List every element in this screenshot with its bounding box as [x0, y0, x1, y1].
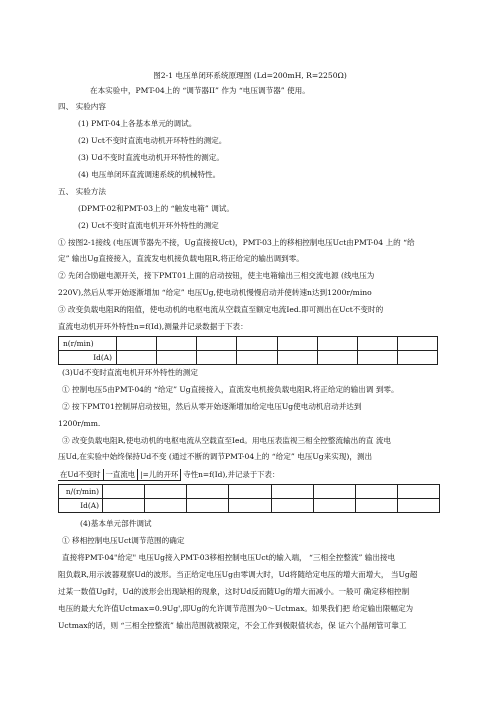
paragraph-line: ① 按图2-1接线 (电压调节器先不接，Ug直接接Uct)，PMT-03上的移相控制电压Uct由PMT-04 上的 “给: [58, 238, 415, 247]
paragraph-line: Uctmax的话，则 “三相全控整流” 输出范围就被限定，不会工作到极限值状态，保 证六个晶闸管可靠工: [58, 621, 407, 630]
list-item: (4) 电压单闭环直流调速系统的机械特性。: [78, 170, 221, 179]
strip-cell: 寺性n=f(Id),并记录于下表：: [183, 469, 280, 479]
paragraph-line: 定” 输出Ug直接接入，直流发电机接负载电阻R,将正给定的输出调到零。: [58, 254, 304, 263]
subheading: ① 移相控制电压Uct调节范围的确定: [62, 536, 185, 545]
table-intro-strip: [58, 469, 281, 481]
table-cell[interactable]: [197, 351, 237, 365]
list-item: (1) PMT-04上各基本单元的调试。: [78, 119, 197, 128]
paragraph-line: 压Ud,在实验中始终保持Ud不变 (通过不断的调节PMT-04上的 “给定” 电压Ug来实现)，测出: [58, 452, 373, 461]
table-cell[interactable]: [237, 337, 277, 351]
table-cell[interactable]: [277, 337, 317, 351]
paragraph-line: 1200r/mm.: [58, 419, 101, 428]
row-header: n/(r/min): [59, 485, 103, 499]
paragraph-line: ② 按下PMT01控制屏启动按钮，然后从零开始逐渐增加给定电压Ug使电动机启动并达到: [62, 402, 362, 411]
table-cell[interactable]: [271, 485, 313, 499]
table-cell[interactable]: [317, 337, 357, 351]
row-header: Id(A): [59, 351, 117, 365]
table-row: [59, 337, 438, 351]
row-header: n(r/min): [59, 337, 117, 351]
paragraph-line: 在本实验中，PMT-04上的 “调节器II” 作为 “电压调节器” 使用。: [90, 86, 310, 95]
table-cell[interactable]: [229, 499, 271, 513]
table-cell[interactable]: [355, 499, 397, 513]
table-cell[interactable]: [103, 499, 145, 513]
row-header: Id(A): [59, 499, 103, 513]
table-cell[interactable]: [397, 351, 437, 365]
table-cell[interactable]: [397, 499, 439, 513]
table-cell[interactable]: [271, 499, 313, 513]
paragraph-line: ① 控制电压5由PMT-04的 “给定” Ug直接接入，直流发电机接负载电阻R,将正给定的输出调 到零。: [62, 385, 399, 394]
table-row: [59, 499, 440, 513]
table-cell[interactable]: [229, 485, 271, 499]
table-cell[interactable]: [117, 351, 157, 365]
table-cell[interactable]: [187, 485, 229, 499]
list-item: (2) Uct不变时直流电动机开环特性的测定。: [78, 136, 227, 145]
paragraph-line: 220V),然后从零开始逐渐增加 “给定” 电压Ug,使电动机慢慢启动并使转速n达到1200r/mino: [58, 288, 372, 297]
paragraph-line: 电压的最大允许值Uctmax=0.9Ug',即Ug的允许调节范围为0～Uctmax。如果我们把 给定输出限幅定为: [58, 604, 414, 613]
subheading: (DPMT-02和PMT-03上的 “触发电箱” 调试。: [78, 204, 234, 213]
strip-cell: 在Ud不变时: [58, 469, 103, 481]
table-cell[interactable]: [117, 337, 157, 351]
data-table-uct: [58, 336, 438, 365]
table-cell[interactable]: [317, 351, 357, 365]
table-cell[interactable]: [103, 485, 145, 499]
paragraph-line: ③ 改变负载电阻R,使电动机的电枢电流从空载直至Ied。用电压表监视三相全控整流输出的直 流电: [62, 436, 392, 445]
table-cell[interactable]: [145, 485, 187, 499]
strip-cell: |=儿的开环: [138, 469, 181, 481]
strip-cell: 一直流电: [103, 469, 138, 481]
subheading: (3)Ud不变时直流电机开环外特性的测定: [62, 368, 198, 377]
table-row: [59, 485, 440, 499]
paragraph-line: ③ 改变负载电阻R的阻值，使电动机的电枢电流从空载直至额定电流Ied.即可测出在Uct不变时的: [58, 305, 384, 314]
paragraph-line: 过某一数值Ug时，Ud的波形会出现缺相的现象，这时Ud反而随Ug的增大而减小。一般可 确定移相控制: [58, 587, 410, 596]
table-cell[interactable]: [237, 351, 277, 365]
paragraph-line: 直接将PMT-04"给定" 电压Ug接入PMT-03移相控制电压Uct的输入端， “三相全控整流” 输出接电: [62, 553, 396, 562]
table-cell[interactable]: [157, 351, 197, 365]
table-row: [59, 351, 438, 365]
table-cell[interactable]: [277, 351, 317, 365]
table-row: [58, 469, 281, 481]
list-item: (3) Ud不变时直流电动机开环特性的测定。: [78, 153, 224, 162]
table-cell[interactable]: [157, 337, 197, 351]
figure-caption: 图2-1 电压单闭环系统原理图 (Ld=200mH, R=2250Ω): [153, 71, 347, 80]
table-cell[interactable]: [197, 337, 237, 351]
table-cell[interactable]: [187, 499, 229, 513]
table-cell[interactable]: [313, 485, 355, 499]
data-table-ud: [58, 484, 440, 513]
section-heading: 四、 实验内容: [58, 102, 106, 111]
table-cell[interactable]: [397, 485, 439, 499]
paragraph-line: 直流电动机开环外特性n=f(Id),测量并记录数据于下表：: [58, 322, 248, 331]
table-cell[interactable]: [355, 485, 397, 499]
table-cell[interactable]: [357, 351, 397, 365]
table-cell[interactable]: [145, 499, 187, 513]
table-cell[interactable]: [313, 499, 355, 513]
paragraph-line: 阻负载R,用示波器观察Ud的波形。当正给定电压Ug由零调大时，Ud将随给定电压的增大而增大， 当Ug超: [58, 570, 418, 579]
subheading: (4)基本单元部件调试: [80, 519, 152, 528]
table-cell[interactable]: [397, 337, 437, 351]
section-heading: 五、 实验方法: [58, 187, 106, 196]
table-cell[interactable]: [357, 337, 397, 351]
subheading: (2) Uct不变时直流电机开环外特性的测定: [78, 221, 219, 230]
paragraph-line: ② 先闭合励磁电源开关，接下PMT01上面的启动按钮，使主电箱输出三相交流电源 (线电压为: [58, 271, 375, 280]
